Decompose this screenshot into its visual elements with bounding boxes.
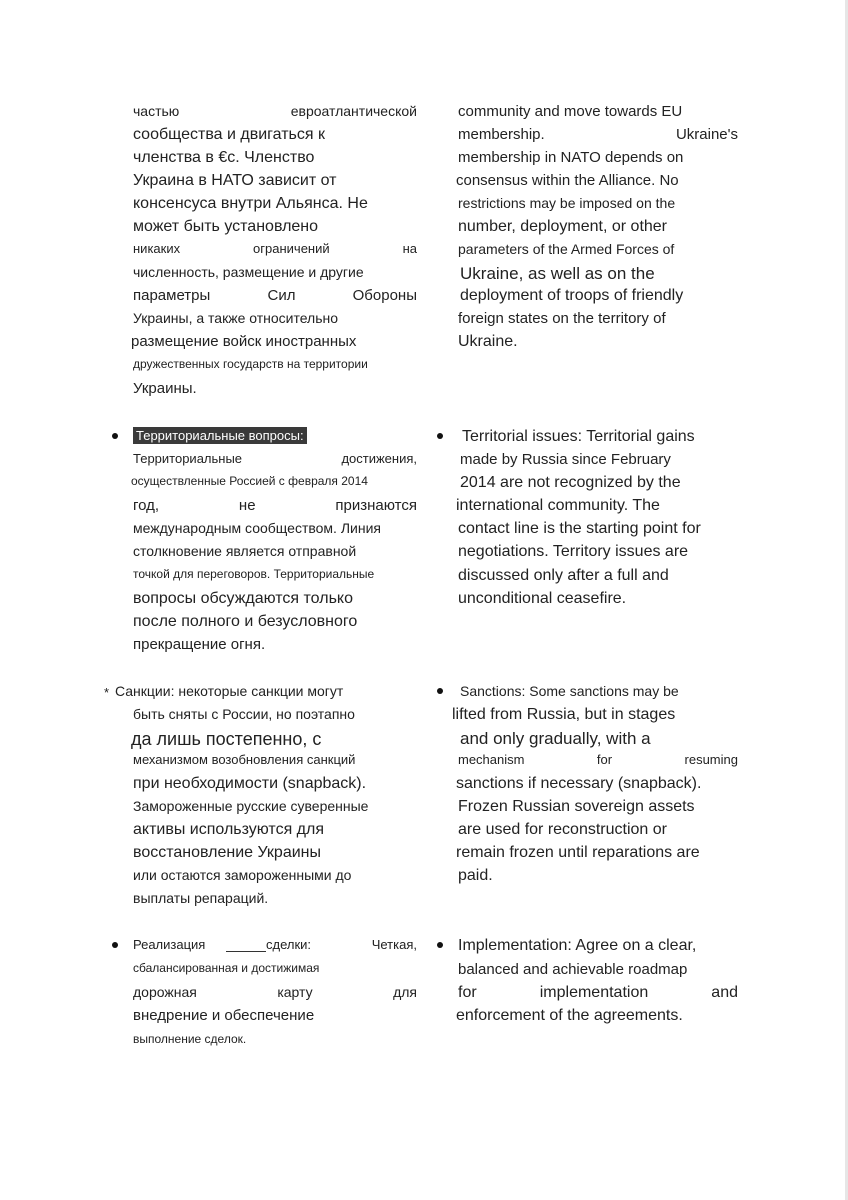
en-text-line: Frozen Russian sovereign assets <box>458 798 695 815</box>
en-text-line: membership in NATO depends on <box>458 149 684 166</box>
word: дорожная <box>133 984 197 1000</box>
word: для <box>393 984 417 1000</box>
ru-text-line: вопросы обсуждаются только <box>133 590 353 607</box>
word: implementation <box>539 984 649 1001</box>
en-text-line: Territorial issues: Territorial gains <box>462 428 695 445</box>
en-text-line <box>458 127 738 142</box>
asterisk-marker: * <box>104 685 110 700</box>
ru-text-line: может быть установлено <box>133 218 319 235</box>
ru-text-line: Украины. <box>133 380 197 397</box>
en-text-line: Ukraine. <box>458 333 518 350</box>
word: признаются <box>335 497 417 514</box>
ru-text-line <box>133 498 417 513</box>
ru-text-line: или остаются замороженными до <box>133 867 352 883</box>
en-text-line <box>458 753 738 766</box>
en-text-line: sanctions if necessary (snapback). <box>456 775 702 792</box>
ru-text-line: при необходимости (snapback). <box>133 775 367 792</box>
ru-text-line: дружественных государств на территории <box>133 357 368 371</box>
en-text-line: parameters of the Armed Forces of <box>458 241 675 257</box>
ru-section-heading <box>133 429 307 442</box>
highlighted-heading: Территориальные вопросы: <box>133 427 307 444</box>
ru-text-line: Замороженные русские суверенные <box>133 798 369 814</box>
ru-text-line: столкновение является отправной <box>133 543 357 559</box>
word: год, <box>133 497 160 514</box>
ru-text-line: членства в €с. Членство <box>133 149 315 166</box>
word: for <box>596 752 613 767</box>
ru-text-line: сообщества и двигаться к <box>133 126 325 143</box>
ru-text-line <box>133 938 417 951</box>
en-text-line: and only gradually, with a <box>460 729 651 748</box>
ru-text-line: Украины, а также относительно <box>133 310 339 326</box>
ru-text-line <box>133 242 417 255</box>
ru-text-line: сбалансированная и достижимая <box>133 961 320 975</box>
en-text-line: discussed only after a full and <box>458 567 669 584</box>
ru-text-line: международным сообществом. Линия <box>133 520 381 536</box>
ru-text-line: Украина в НАТО зависит от <box>133 172 337 189</box>
word: евроатлантической <box>290 103 417 119</box>
ru-text-line: Санкции: некоторые санкции могут <box>115 683 344 699</box>
ru-text-line: точкой для переговоров. Территориальные <box>133 567 375 581</box>
ru-text-line: выполнение сделок. <box>133 1032 247 1046</box>
ru-text-line: восстановление Украины <box>133 844 321 861</box>
ru-text-line: консенсуса внутри Альянса. Не <box>133 195 368 212</box>
ru-text-line: прекращение огня. <box>133 636 266 653</box>
en-text-line: Sanctions: Some sanctions may be <box>460 683 679 699</box>
en-text-line: foreign states on the territory of <box>458 310 666 327</box>
ru-text-line: внедрение и обеспечение <box>133 1007 315 1024</box>
word: сделки: <box>266 937 312 952</box>
bullet-icon <box>437 688 443 694</box>
ru-text-line: размещение войск иностранных <box>131 333 357 350</box>
word: Территориальные <box>133 451 243 466</box>
blank-underline <box>226 951 266 952</box>
ru-text-line: быть сняты с России, но поэтапно <box>133 706 355 722</box>
en-text-line: deployment of troops of friendly <box>460 287 684 304</box>
word: mechanism <box>458 752 525 767</box>
en-text-line: community and move towards EU <box>458 103 683 120</box>
en-text-line: balanced and achievable roadmap <box>458 961 688 978</box>
bullet-icon <box>437 433 443 439</box>
ru-text-line: активы используются для <box>133 821 325 838</box>
bullet-icon <box>112 433 118 439</box>
en-text-line: lifted from Russia, but in stages <box>452 706 676 723</box>
word: membership. <box>458 126 545 143</box>
en-text-line: Implementation: Agree on a clear, <box>458 937 697 954</box>
ru-text-line <box>133 288 417 303</box>
en-text-line: Ukraine, as well as on the <box>460 264 655 283</box>
bullet-icon <box>437 942 443 948</box>
en-text-line: 2014 are not recognized by the <box>460 474 681 491</box>
word: Сил <box>267 287 296 304</box>
en-text-line: are used for reconstruction or <box>458 821 667 838</box>
en-text-line: paid. <box>458 867 493 884</box>
word: for <box>458 984 477 1001</box>
word: Ukraine's <box>675 126 738 143</box>
word: resuming <box>684 752 738 767</box>
ru-text-line: да лишь постепенно, с <box>131 729 322 749</box>
ru-text-line <box>133 452 417 465</box>
ru-text-line: выплаты репараций. <box>133 890 269 906</box>
word: карту <box>277 984 313 1000</box>
en-text-line: made by Russia since February <box>460 451 671 468</box>
en-text-line: negotiations. Territory issues are <box>458 543 689 560</box>
en-text-line: unconditional ceasefire. <box>458 590 627 607</box>
word: достижения, <box>341 451 417 466</box>
ru-text-line: осуществленные Россией с февраля 2014 <box>131 474 368 488</box>
word: Реализация <box>133 937 206 952</box>
word: Четкая, <box>371 937 417 952</box>
ru-text-line: механизмом возобновления санкций <box>133 752 356 767</box>
en-text-line: number, deployment, or other <box>458 218 668 235</box>
ru-text-line <box>133 104 417 118</box>
ru-text-line <box>133 985 417 999</box>
word: никаких <box>133 241 181 256</box>
word: параметры <box>133 287 211 304</box>
en-text-line <box>458 985 738 1001</box>
word: на <box>402 241 417 256</box>
en-text-line: remain frozen until reparations are <box>456 844 700 861</box>
ru-text-line: после полного и безусловного <box>133 613 358 630</box>
en-text-line: restrictions may be imposed on the <box>458 195 676 211</box>
word: не <box>238 497 256 514</box>
word: and <box>711 984 738 1001</box>
ru-text-line: численность, размещение и другие <box>133 264 364 280</box>
en-text-line: international community. The <box>456 497 660 514</box>
bullet-icon <box>112 942 118 948</box>
word: Обороны <box>352 287 417 304</box>
word: ограничений <box>253 241 330 256</box>
en-text-line: consensus within the Alliance. No <box>456 172 679 189</box>
word: частью <box>133 103 180 119</box>
en-text-line: contact line is the starting point for <box>458 520 701 537</box>
en-text-line: enforcement of the agreements. <box>456 1007 683 1024</box>
